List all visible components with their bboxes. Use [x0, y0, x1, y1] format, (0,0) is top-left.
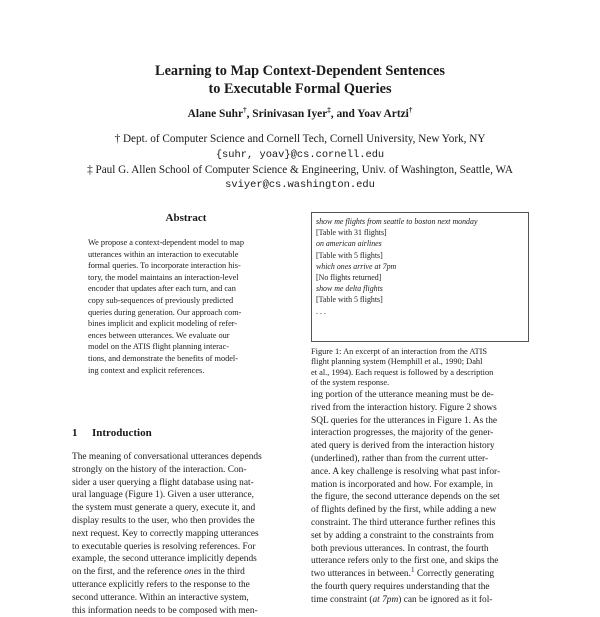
abstract-line: We propose a context-dependent model to map — [88, 238, 244, 247]
abstract-line: tions, and demonstrate the benefits of model- — [88, 353, 238, 363]
body-line: rived from the interaction history. Figure 2 shows — [311, 402, 497, 413]
footnote-marker: 1 — [410, 566, 415, 575]
body-line — [311, 568, 533, 581]
abstract-line: tory, the model maintains an interaction-level — [88, 272, 239, 282]
right-column-body — [311, 389, 533, 607]
figure-response: [Table with 5 flights] — [316, 295, 383, 305]
email-cornell: {suhr, yoav}@cs.cornell.edu — [215, 149, 385, 161]
abstract-line: formal queries. To incorporate interaction his- — [88, 261, 241, 271]
body-line: ing portion of the utterance meaning must be de- — [311, 390, 494, 400]
figure-utterance: show me delta flights — [316, 284, 383, 294]
caption-line: flight planning system (Hemphill et al., 1990; Dahl — [311, 357, 483, 367]
author-separator: , — [246, 108, 253, 120]
abstract-line: model on the ATIS flight planning interac- — [88, 342, 230, 352]
figure-utterance: show me flights from seattle to boston next monday — [316, 217, 478, 226]
section-heading-introduction — [72, 427, 152, 439]
affiliation-uw: ‡ Paul G. Allen School of Computer Science & Engineering, Univ. of Washington, Seattle, WA — [87, 164, 513, 176]
intro-line: this information needs to be composed with men- — [72, 605, 258, 616]
caption-line: Figure 1: An excerpt of an interaction from the ATIS — [311, 347, 488, 356]
author-mark: ‡ — [327, 106, 331, 115]
intro-line — [72, 566, 302, 579]
email-uw: sviyer@cs.washington.edu — [225, 179, 375, 191]
intro-line: The meaning of conversational utterances depends — [72, 452, 262, 462]
body-line: (underlined), rather than from the current utter- — [311, 453, 489, 464]
figure-response: [Table with 5 flights] — [316, 250, 383, 260]
title-line-2: to Executable Formal Queries — [208, 81, 392, 97]
section-number: 1 — [72, 427, 78, 439]
abstract-line: ences between utterances. We evaluate our — [88, 330, 230, 340]
body-line: utterance refers only to the first one, and skips the — [311, 556, 499, 567]
abstract-body — [88, 237, 284, 376]
intro-emphasis-ones: ones — [184, 567, 202, 578]
figure-utterance: on american airlines — [316, 239, 382, 249]
intro-line: strongly on the history of the interaction. Con- — [72, 464, 247, 475]
body-line: ance. A key challenge is resolving what past infor- — [311, 466, 501, 477]
body-line-head: time constraint ( — [311, 594, 373, 605]
abstract-line: encoder that updates after each turn, and can — [88, 284, 236, 294]
intro-line: display results to the user, who then provides the — [72, 515, 255, 526]
body-line-text: two utterances in between. — [311, 569, 411, 580]
figure-1-box — [311, 212, 529, 342]
abstract-section — [70, 212, 302, 376]
author-mark: † — [243, 106, 247, 115]
author-separator: , and — [330, 108, 358, 120]
body-line: the figure, the second utterance depends on the set — [311, 492, 500, 503]
body-line-tail: ) can be ignored as it fol- — [398, 594, 493, 605]
figure-response: [No flights returned] — [316, 273, 382, 283]
intro-line: utterance explicitly refers to the response to the — [72, 579, 250, 590]
paper-title — [0, 62, 600, 98]
author-list — [0, 108, 600, 120]
figure-utterance: which ones arrive at 7pm — [316, 261, 397, 271]
intro-line: to executable queries is resolving references. For — [72, 541, 256, 552]
abstract-line: ing context and explicit references. — [88, 365, 205, 375]
abstract-line: utterances within an interaction to executable — [88, 249, 239, 259]
author-mark: † — [408, 106, 413, 115]
abstract-line: bines implicit and explicit modeling of refer- — [88, 319, 238, 329]
body-line: constraint. The third utterance further refines this — [311, 517, 496, 528]
intro-line: sider a user querying a flight database using nat- — [72, 477, 254, 488]
intro-line: next request. Key to correctly mapping utterances — [72, 528, 259, 539]
body-line-tail: Correctly generating — [414, 569, 495, 580]
caption-line: et al., 1994). Each request is followed by a description — [311, 367, 494, 377]
body-line: SQL queries for the utterances in Figure 1. As the — [311, 415, 498, 426]
intro-line: the system must generate a query, execute it, and — [72, 503, 256, 514]
figure-1-caption — [311, 347, 531, 389]
body-line: mation is incorporated and how. For example, in — [311, 479, 493, 490]
title-line-1: Learning to Map Context-Dependent Sentences — [155, 63, 445, 79]
abstract-line: queries during generation. Our approach com- — [88, 307, 242, 317]
affiliation-cornell: † Dept. of Computer Science and Cornell Tech, Cornell University, New York, NY — [114, 133, 486, 145]
intro-line: example, the second utterance implicitly depends — [72, 554, 257, 565]
body-line: set by adding a constraint to the constraints from — [311, 530, 494, 541]
author-suhr: Alane Suhr — [187, 108, 244, 120]
abstract-heading: Abstract — [165, 212, 207, 224]
intro-line: second utterance. Within an interactive system, — [72, 592, 249, 603]
section-title: Introduction — [92, 427, 152, 439]
abstract-line: copy sub-sequences of previously predicted — [88, 295, 234, 305]
intro-line: ural language (Figure 1). Given a user utterance, — [72, 490, 254, 501]
figure-ellipsis: . . . — [316, 306, 326, 316]
body-line: the fourth query requires understanding that the — [311, 581, 490, 592]
body-line — [311, 594, 533, 607]
author-artzi: Yoav Artzi — [357, 108, 409, 120]
intro-line-tail: in the third — [201, 567, 245, 578]
introduction-body — [72, 451, 302, 617]
caption-line: of the system response. — [311, 378, 390, 388]
figure-response: [Table with 31 flights] — [316, 228, 387, 238]
author-iyer: Srinivasan Iyer — [252, 108, 328, 120]
body-line: of flights defined by the first, while adding a new — [311, 505, 497, 516]
intro-line-text: on the first, and the reference — [72, 567, 182, 578]
body-emphasis: at 7pm — [372, 594, 399, 605]
body-line: both previous utterances. In contrast, the fourth — [311, 543, 489, 554]
body-line: interaction progresses, the majority of the gener- — [311, 428, 494, 439]
body-line: ated query is derived from the interaction history — [311, 441, 495, 452]
